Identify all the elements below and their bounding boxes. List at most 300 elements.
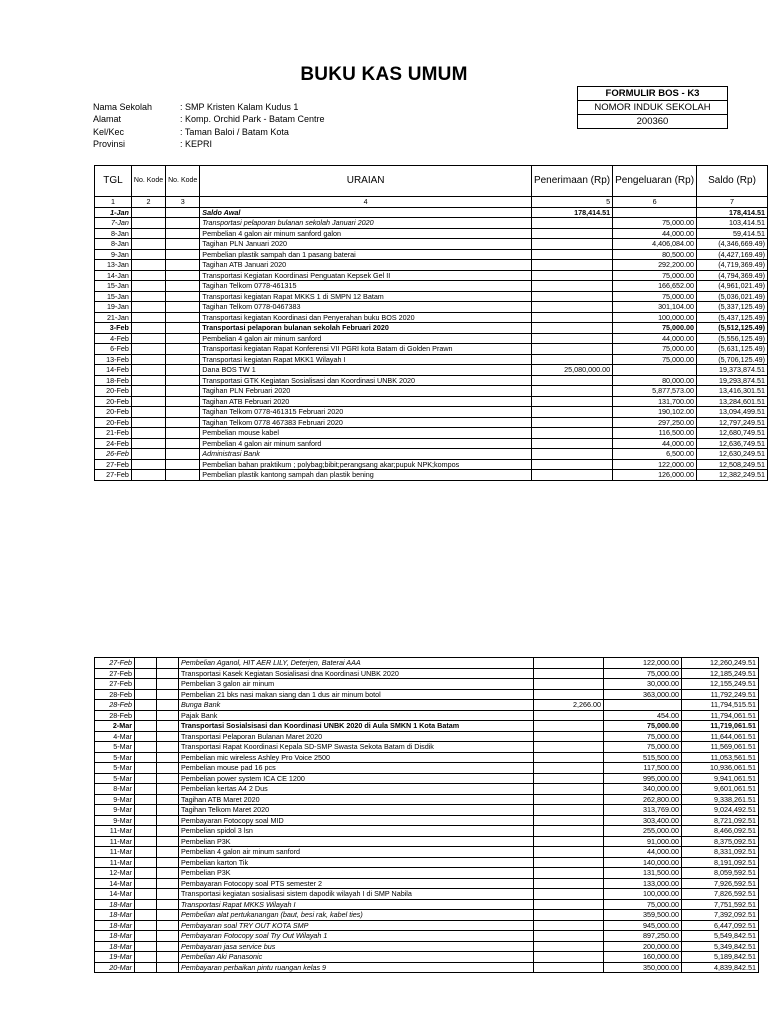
cell-penerimaan [534,952,604,963]
cell-kode [135,710,157,721]
cell-kode [131,207,165,218]
cell-kode [166,365,200,376]
cell-kode [157,836,179,847]
cell-tgl: 9-Mar [95,794,135,805]
cell-pengeluaran [613,365,697,376]
cell-saldo: 7,926,592.51 [682,878,759,889]
table-row [95,291,768,302]
ledger-table-bottom [94,657,759,973]
info-value: : Taman Baloi / Batam Kota [180,126,289,137]
cell-kode [131,459,165,470]
table-row [95,805,759,816]
cell-kode [135,689,157,700]
table-row [95,375,768,386]
cell-tgl: 18-Mar [95,920,135,931]
table-row [95,344,768,355]
cell-pengeluaran: 190,102.00 [613,407,697,418]
cell-penerimaan [531,396,612,407]
cell-kode [157,742,179,753]
cell-uraian: Transportasi Kasek Kegiatan Sosialisasi dna Koordinasi UNBK 2020 [179,668,534,679]
cell-kode [135,931,157,942]
header-tgl: TGL [95,166,132,197]
cell-kode [131,449,165,460]
cell-pengeluaran: 133,000.00 [604,878,682,889]
table-row [95,407,768,418]
cell-tgl: 27-Feb [95,470,132,481]
cell-kode [131,417,165,428]
cell-kode [131,281,165,292]
cell-uraian: Pembayaran perbaikan pintu ruangan kelas 9 [179,962,534,973]
cell-uraian: Pembelian 21 bks nasi makan siang dan 1 dus air minum botol [179,689,534,700]
cell-kode [135,784,157,795]
table-row [95,228,768,239]
cell-kode [131,344,165,355]
cell-pengeluaran: 80,000.00 [613,375,697,386]
table-row [95,952,759,963]
cell-penerimaan [534,847,604,858]
cell-penerimaan: 2,266.00 [534,700,604,711]
cell-kode [166,249,200,260]
cell-uraian: Tagihan PLN Februari 2020 [200,386,532,397]
cell-uraian: Pembelian power system ICA CE 1200 [179,773,534,784]
table-row [95,386,768,397]
cell-penerimaan [531,228,612,239]
cell-penerimaan [534,889,604,900]
cell-tgl: 24-Feb [95,438,132,449]
cell-penerimaan [531,312,612,323]
cell-penerimaan [534,668,604,679]
cell-pengeluaran: 75,000.00 [613,323,697,334]
cell-uraian: Pembelian alat pertukanangan (baut, besi rak, kabel ties) [179,910,534,921]
table-row [95,836,759,847]
cell-kode [135,794,157,805]
cell-uraian: Pembelian Aki Panasonic [179,952,534,963]
cell-kode [157,689,179,700]
cell-kode [166,438,200,449]
table-row [95,218,768,229]
header-pengeluaran: Pengeluaran (Rp) [613,166,697,197]
cell-saldo: (4,427,169.49) [697,249,768,260]
table-row [95,721,759,732]
table-row [95,962,759,973]
cell-uraian: Transportasi kegiatan Rapat Konferensi VII PGRI kota Batam di Golden Prawn [200,344,532,355]
cell-saldo: (5,437,125.49) [697,312,768,323]
cell-tgl: 11-Mar [95,857,135,868]
table-row [95,312,768,323]
cell-kode [166,291,200,302]
cell-penerimaan [534,805,604,816]
cell-kode [157,668,179,679]
cell-pengeluaran: 126,000.00 [613,470,697,481]
cell-kode [157,878,179,889]
cell-penerimaan [534,962,604,973]
cell-kode [135,773,157,784]
cell-penerimaan [534,773,604,784]
cell-penerimaan [534,826,604,837]
cell-kode [131,407,165,418]
cell-kode [166,281,200,292]
cell-tgl: 5-Mar [95,773,135,784]
cell-saldo: 9,338,261.51 [682,794,759,805]
cell-uraian: Pembayaran Fotocopy soal MID [179,815,534,826]
cell-uraian: Pembelian 4 galon air minum sanford [200,438,532,449]
cell-saldo: 59,414.51 [697,228,768,239]
table-row [95,417,768,428]
cell-pengeluaran: 75,000.00 [613,354,697,365]
table-row [95,438,768,449]
cell-penerimaan [531,302,612,313]
cell-penerimaan [531,438,612,449]
info-label: Provinsi [93,139,126,150]
cell-kode [157,826,179,837]
cell-tgl: 13-Feb [95,354,132,365]
cell-kode [157,962,179,973]
cell-uraian: Tagihan Telkom 0778-0467383 [200,302,532,313]
table-row [95,710,759,721]
cell-saldo: (4,346,669.49) [697,239,768,250]
cell-kode [157,941,179,952]
cell-saldo: 11,053,561.51 [682,752,759,763]
cell-tgl: 4-Mar [95,731,135,742]
cell-tgl: 20-Feb [95,386,132,397]
cell-uraian: Tagihan ATB Februari 2020 [200,396,532,407]
cell-saldo: (5,631,125.49) [697,344,768,355]
cell-kode [135,826,157,837]
cell-kode [131,333,165,344]
cell-pengeluaran: 166,652.00 [613,281,697,292]
cell-pengeluaran: 359,500.00 [604,910,682,921]
cell-pengeluaran: 454.00 [604,710,682,721]
cell-kode [157,815,179,826]
table-row [95,449,768,460]
cell-kode [131,428,165,439]
cell-penerimaan [531,291,612,302]
cell-penerimaan [531,270,612,281]
cell-penerimaan [534,731,604,742]
cell-pengeluaran: 80,500.00 [613,249,697,260]
cell-kode [135,752,157,763]
cell-kode [157,679,179,690]
cell-penerimaan [534,710,604,721]
cell-uraian: Pembelian bahan praktikum ; polybag;bibit;perangsang akar;pupuk NPK;kompos [200,459,532,470]
cell-uraian: Pajak Bank [179,710,534,721]
cell-kode [131,375,165,386]
cell-uraian: Pembelian 4 galon air minum sanford [179,847,534,858]
cell-tgl: 11-Mar [95,836,135,847]
cell-kode [166,312,200,323]
table-row [95,249,768,260]
cell-tgl: 15-Jan [95,291,132,302]
cell-pengeluaran: 75,000.00 [604,742,682,753]
cell-tgl: 2-Mar [95,721,135,732]
cell-saldo: 8,331,092.51 [682,847,759,858]
table-row [95,679,759,690]
cell-uraian: Pembelian plastik kantong sampah dan plastik bening [200,470,532,481]
cell-kode [157,763,179,774]
cell-penerimaan [531,407,612,418]
cell-uraian: Transportasi Rapat MKKS Wilayah I [179,899,534,910]
cell-pengeluaran: 75,000.00 [604,721,682,732]
cell-tgl: 4-Feb [95,333,132,344]
cell-penerimaan [531,323,612,334]
cell-pengeluaran: 200,000.00 [604,941,682,952]
cell-kode [135,836,157,847]
cell-saldo: 7,751,592.51 [682,899,759,910]
cell-uraian: Pembayaran Fotocopy soal PTS semester 2 [179,878,534,889]
info-value: : KEPRI [180,139,213,150]
cell-saldo: (5,556,125.49) [697,333,768,344]
cell-kode [166,417,200,428]
cell-uraian: Transportasi pelaporan bulanan sekolah Februari 2020 [200,323,532,334]
info-label: Kel/Kec [93,126,125,137]
cell-pengeluaran: 75,000.00 [613,218,697,229]
cell-saldo: 103,414.51 [697,218,768,229]
cell-kode [157,773,179,784]
cell-kode [131,302,165,313]
table-row [95,889,759,900]
cell-pengeluaran [604,700,682,711]
cell-penerimaan [531,354,612,365]
cell-tgl: 20-Feb [95,417,132,428]
cell-penerimaan [531,417,612,428]
cell-tgl: 13-Jan [95,260,132,271]
cell-saldo: 5,549,842.51 [682,931,759,942]
cell-pengeluaran: 30,000.00 [604,679,682,690]
cell-penerimaan: 25,080,000.00 [531,365,612,376]
table-row [95,365,768,376]
cell-penerimaan [534,920,604,931]
cell-tgl: 27-Feb [95,679,135,690]
table-row [95,847,759,858]
cell-pengeluaran: 5,877,573.00 [613,386,697,397]
cell-penerimaan [534,721,604,732]
cell-saldo: 8,466,092.51 [682,826,759,837]
cell-tgl: 6-Feb [95,344,132,355]
cell-penerimaan [534,878,604,889]
cell-tgl: 1-Jan [95,207,132,218]
cell-saldo: 8,059,592.51 [682,868,759,879]
cell-penerimaan [534,836,604,847]
cell-tgl: 20-Feb [95,407,132,418]
cell-tgl: 18-Mar [95,910,135,921]
cell-kode [135,857,157,868]
cell-kode [135,700,157,711]
cell-tgl: 7-Jan [95,218,132,229]
table-row [95,689,759,700]
table-row [95,207,768,218]
cell-kode [166,428,200,439]
cell-uraian: Transportasi Pelaporan Bulanan Maret 2020 [179,731,534,742]
cell-pengeluaran: 515,500.00 [604,752,682,763]
cell-penerimaan [534,931,604,942]
cell-uraian: Pembelian Aganol, HIT AER LILY, Deterjen, Baterai AAA [179,658,534,669]
cell-saldo: 9,941,061.51 [682,773,759,784]
cell-saldo: 11,794,061.51 [682,710,759,721]
cell-tgl: 18-Feb [95,375,132,386]
cell-pengeluaran: 44,000.00 [613,333,697,344]
cell-saldo: 6,447,092.51 [682,920,759,931]
cell-kode [166,239,200,250]
cell-saldo: 12,260,249.51 [682,658,759,669]
cell-tgl: 11-Mar [95,826,135,837]
school-info [93,101,325,151]
cell-uraian: Administrasi Bank [200,449,532,460]
cell-uraian: Pembayaran Fotocopy soal Try Out Wilayah 1 [179,931,534,942]
cell-penerimaan [534,910,604,921]
cell-pengeluaran: 100,000.00 [604,889,682,900]
cell-kode [131,386,165,397]
cell-kode [166,354,200,365]
table-row [95,700,759,711]
cell-kode [135,731,157,742]
cell-pengeluaran: 4,406,084.00 [613,239,697,250]
cell-pengeluaran: 75,000.00 [604,668,682,679]
cell-tgl: 12-Mar [95,868,135,879]
cell-tgl: 8-Jan [95,239,132,250]
cell-saldo: 19,373,874.51 [697,365,768,376]
cell-kode [157,700,179,711]
nis-value: 200360 [636,116,669,127]
cell-kode [135,941,157,952]
cell-kode [166,323,200,334]
cell-saldo: 12,630,249.51 [697,449,768,460]
cell-saldo: 13,416,301.51 [697,386,768,397]
cell-pengeluaran: 255,000.00 [604,826,682,837]
cell-pengeluaran: 91,000.00 [604,836,682,847]
table-row [95,794,759,805]
cell-kode [166,228,200,239]
ledger-body-bottom [95,658,759,973]
cell-kode [131,470,165,481]
cell-kode [135,658,157,669]
table-row [95,658,759,669]
cell-tgl: 5-Mar [95,742,135,753]
cell-penerimaan [534,763,604,774]
table-row [95,396,768,407]
table-row [95,773,759,784]
cell-kode [135,889,157,900]
cell-kode [157,752,179,763]
table-row [95,910,759,921]
cell-pengeluaran: 340,000.00 [604,784,682,795]
cell-saldo: 12,382,249.51 [697,470,768,481]
cell-kode [131,396,165,407]
cell-pengeluaran: 131,500.00 [604,868,682,879]
document-title: BUKU KAS UMUM [300,64,468,85]
cell-uraian: Pembayaran soal TRY OUT KOTA SMP [179,920,534,931]
cell-penerimaan [534,689,604,700]
cell-uraian: Transportasi Kegiatan Koordinasi Penguatan Kepsek Gel II [200,270,532,281]
cell-penerimaan [534,899,604,910]
cell-uraian: Tagihan Telkom 0778-461315 [200,281,532,292]
header-saldo: Saldo (Rp) [697,166,768,197]
cell-kode [166,344,200,355]
cell-saldo: 12,185,249.51 [682,668,759,679]
cell-saldo: 11,644,061.51 [682,731,759,742]
cell-penerimaan: 178,414.51 [531,207,612,218]
cell-penerimaan [531,375,612,386]
cell-saldo: 7,826,592.51 [682,889,759,900]
cell-saldo: 8,191,092.51 [682,857,759,868]
cell-saldo: 19,293,874.51 [697,375,768,386]
cell-kode [166,407,200,418]
cell-saldo: (5,512,125.49) [697,323,768,334]
table-row [95,354,768,365]
cell-tgl: 27-Feb [95,668,135,679]
ledger-body-top [95,207,768,480]
cell-uraian: Pembelian karton Tik [179,857,534,868]
table-row [95,931,759,942]
cell-tgl: 14-Feb [95,365,132,376]
cell-kode [157,952,179,963]
cell-kode [166,302,200,313]
cell-kode [135,910,157,921]
cell-tgl: 19-Jan [95,302,132,313]
cell-pengeluaran: 313,769.00 [604,805,682,816]
cell-kode [157,805,179,816]
cell-kode [131,239,165,250]
cell-pengeluaran: 44,000.00 [613,228,697,239]
cell-pengeluaran: 75,000.00 [613,270,697,281]
cell-uraian: Tagihan ATB Maret 2020 [179,794,534,805]
cell-uraian: Pembelian mouse pad 16 pcs [179,763,534,774]
cell-pengeluaran: 303,400.00 [604,815,682,826]
cell-kode [135,721,157,732]
cell-pengeluaran: 75,000.00 [613,344,697,355]
cell-uraian: Transportasi kegiatan sosialisasi sistem dapodik wilayah I di SMP Nabila [179,889,534,900]
cell-saldo: 12,797,249.51 [697,417,768,428]
cell-pengeluaran: 140,000.00 [604,857,682,868]
cell-pengeluaran: 100,000.00 [613,312,697,323]
table-row [95,270,768,281]
cell-uraian: Pembelian P3K [179,836,534,847]
cell-kode [131,270,165,281]
cell-tgl: 21-Jan [95,312,132,323]
cell-pengeluaran: 122,000.00 [604,658,682,669]
cell-pengeluaran: 897,250.00 [604,931,682,942]
cell-kode [135,847,157,858]
cell-uraian: Transportasi kegiatan Koordinasi dan Penyerahan buku BOS 2020 [200,312,532,323]
cell-tgl: 26-Feb [95,449,132,460]
cell-kode [157,710,179,721]
col-num: 3 [166,197,200,208]
nis-label: NOMOR INDUK SEKOLAH [578,101,727,115]
cell-saldo: 8,375,092.51 [682,836,759,847]
cell-penerimaan [531,386,612,397]
table-row [95,857,759,868]
cell-saldo: 13,094,499.51 [697,407,768,418]
col-num: 7 [697,197,768,208]
cell-tgl: 9-Mar [95,815,135,826]
cell-uraian: Pembelian spidol 3 lsn [179,826,534,837]
cell-penerimaan [534,658,604,669]
info-row [93,138,325,150]
cell-pengeluaran: 297,250.00 [613,417,697,428]
cell-kode [157,794,179,805]
cell-uraian: Dana BOS TW 1 [200,365,532,376]
cell-uraian: Pembelian kertas A4 2 Dus [179,784,534,795]
table-row [95,668,759,679]
cell-penerimaan [531,428,612,439]
cell-kode [166,333,200,344]
cell-kode [166,396,200,407]
table-row [95,470,768,481]
cell-tgl: 21-Feb [95,428,132,439]
header-penerimaan: Penerimaan (Rp) [531,166,612,197]
cell-kode [166,470,200,481]
cell-pengeluaran: 44,000.00 [604,847,682,858]
info-row [93,113,325,125]
